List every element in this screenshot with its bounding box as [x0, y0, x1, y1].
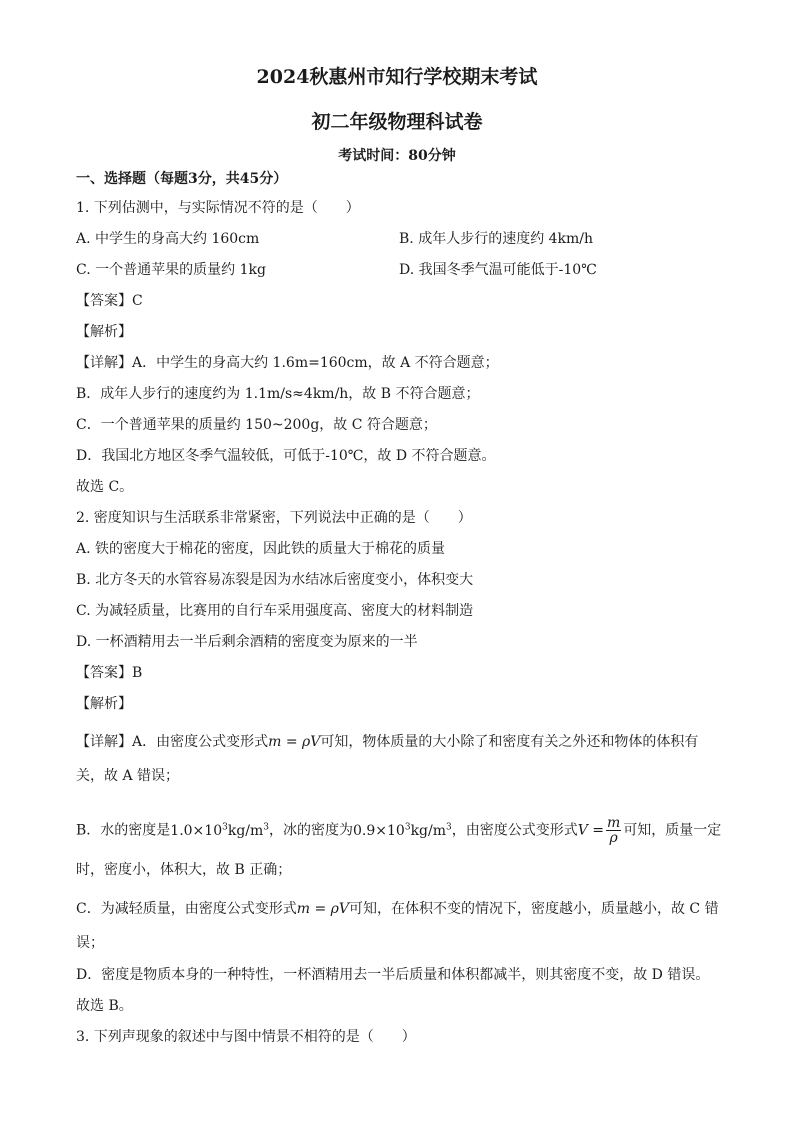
formula-v-eq: V = [577, 822, 605, 839]
q2-option-a: A. 铁的密度大于棉花的密度，因此铁的质量大于棉花的质量 [76, 541, 446, 557]
text-fragment: ，冰的密度为 [269, 822, 354, 839]
answer-label: 【答案】 [76, 665, 132, 681]
exam-title: 2024秋惠州市知行学校期末考试 [256, 66, 538, 88]
q2-detail-a-line2: 关，故 A 错误； [76, 768, 180, 784]
numerator: m [607, 815, 621, 831]
q1-option-a: A. 中学生的身高大约 160cm [76, 231, 260, 247]
answer-value: C [132, 293, 143, 309]
q1-detail-b: B．成年人步行的速度约为 1.1m/s≈4km/h，故 B 不符合题意； [76, 386, 480, 402]
exam-subtitle: 初二年级物理科试卷 [311, 111, 483, 133]
fraction-m-over-rho [606, 816, 621, 845]
unit: kg/m [227, 822, 264, 839]
ice-density [353, 823, 452, 839]
text-fragment: C．为减轻质量，由密度公式变形式 [76, 901, 297, 917]
q1-answer [76, 292, 143, 310]
q2-detail-b-line2: 时，密度小，体积大，故 B 正确； [76, 862, 292, 878]
q2-option-b: B. 北方冬天的水管容易冻裂是因为水结冰后密度变小，体积变大 [76, 572, 474, 588]
q2-analysis-label: 【解析】 [76, 696, 132, 712]
q2-detail-a-line1 [76, 733, 698, 751]
text-fragment: 可知，质量一定 [623, 822, 722, 839]
q1-option-b: B. 成年人步行的速度约 4km/h [399, 231, 594, 247]
q2-detail-c-line2: 误； [76, 935, 104, 951]
q2-option-c: C. 为减轻质量，比赛用的自行车采用强度高、密度大的材料制造 [76, 603, 474, 619]
number: 1.0×10 [170, 822, 223, 839]
unit: kg/m [410, 822, 446, 839]
q2-detail-d: D．密度是物质本身的一种特性，一杯酒精用去一半后质量和体积都减半，则其密度不变，故 D 错误。 [76, 967, 710, 983]
exponent: 3 [446, 821, 452, 832]
exponent: 3 [404, 821, 411, 832]
q2-conclusion: 故选 B。 [76, 998, 133, 1014]
q2-detail-c-line1 [76, 900, 719, 918]
denominator: ρ [609, 830, 618, 846]
number: 0.9×10 [353, 822, 405, 839]
text-fragment: ，由密度公式变形式 [451, 822, 578, 839]
text-fragment: 可知，物体质量的大小除了和密度有关之外还和物体的体积有 [320, 734, 699, 750]
formula-m-rho-v: m = ρV [296, 901, 349, 917]
q2-option-d: D. 一杯酒精用去一半后剩余酒精的密度变为原来的一半 [76, 634, 418, 650]
water-density [170, 823, 269, 839]
q1-conclusion: 故选 C。 [76, 479, 134, 495]
answer-label: 【答案】 [76, 293, 132, 309]
formula-m-rho-v: m = ρV [268, 734, 321, 750]
q3-stem: 3. 下列声现象的叙述中与图中情景不相符的是（ ） [76, 1029, 416, 1045]
text-fragment: 可知，在体积不变的情况下，密度越小，质量越小，故 C 错 [348, 901, 719, 917]
text-fragment: B．水的密度是 [76, 822, 171, 839]
answer-value: B [132, 665, 143, 681]
q2-detail-b-line1 [76, 816, 721, 845]
q1-detail-c: C．一个普通苹果的质量约 150~200g，故 C 符合题意； [76, 417, 437, 433]
q1-detail-a: 【详解】A．中学生的身高大约 1.6m=160cm，故 A 不符合题意； [76, 355, 499, 371]
q2-answer [76, 664, 142, 682]
q1-analysis-label: 【解析】 [76, 324, 132, 340]
exponent: 3 [222, 821, 228, 832]
exponent: 3 [263, 821, 270, 832]
exam-time: 考试时间：80分钟 [338, 148, 456, 164]
q2-stem: 2. 密度知识与生活联系非常紧密，下列说法中正确的是（ ） [76, 510, 472, 526]
q1-stem: 1. 下列估测中，与实际情况不符的是（ ） [76, 200, 360, 216]
section-heading: 一、选择题（每题3分，共45分） [76, 171, 288, 187]
text-fragment: 【详解】A．由密度公式变形式 [76, 734, 269, 750]
q1-option-c: C. 一个普通苹果的质量约 1kg [76, 262, 266, 278]
q1-option-d: D. 我国冬季气温可能低于-10℃ [399, 262, 597, 278]
q1-detail-d: D．我国北方地区冬季气温较低，可低于-10℃，故 D 不符合题意。 [76, 448, 496, 464]
